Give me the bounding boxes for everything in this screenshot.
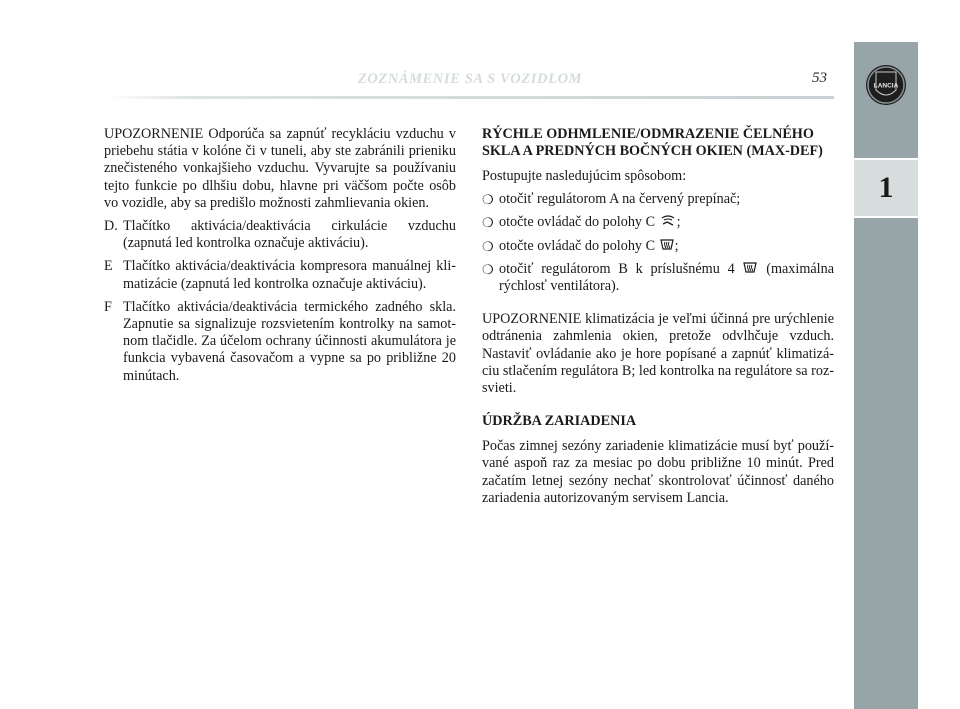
section-heading-defrost: RÝCHLE ODHMLENIE/ODMRAZENIE ČELNÉHO SKLA A PREDNÝCH BOČNÝCH OKIEN (MAX-DEF): [482, 126, 823, 159]
ac-warning: UPOZORNENIE klimatizácia je veľmi účinná pre urýchlenie odtránenia zahmlenia okien, pretože odvlhčuje vzduch. Nastaviť ovládanie ako je hore popísané a zapnúť klimatizáciu stlačením regulátora B; led kontrolka na regulátore sa rozsvieti.: [482, 311, 834, 397]
chapter-number-tab[interactable]: 1: [854, 160, 918, 216]
list-item-f: [104, 299, 456, 385]
windshield-defrost-icon: [743, 261, 757, 278]
bullet-icon: ❍: [482, 261, 494, 277]
bullet-text: otočte ovládač do polohy C: [499, 214, 659, 231]
item-key: F: [104, 298, 112, 315]
bullet-icon: ❍: [482, 238, 494, 254]
lancia-logo: [854, 42, 918, 128]
bullet-text: otočte ovládač do polohy C: [499, 237, 659, 254]
item-text: Tlačítko aktivácia/deaktivácia cirkulácie vzduchu (zapnutá led kontrolka označuje aktiváciu).: [123, 218, 456, 252]
right-column: [482, 126, 834, 507]
running-header-title: ZOZNÁMENIE SA S VOZIDLOM: [357, 71, 583, 87]
item-text: Tlačítko aktivácia/deaktivácia termického zadného skla. Zapnutie sa signalizuje rozsvietením kontrolky na samotnom tlačidle. Za účelom ochrany účinnosti akumulátora je funkcia vybavená časovačom a vypne sa po približne 20 minútach.: [123, 298, 456, 384]
maintenance-text: Počas zimnej sezóny zariadenie klimatizácie musí byť používané aspoň raz za mesiac po dobu približne 10 minút. Pred začatím letnej sezóny nechať skontrolovať účinnosť daného zariadenia autorizovaným servisem Lancia.: [482, 438, 834, 506]
windshield-defrost-icon: [660, 238, 674, 255]
chapter-sidebar: [854, 42, 918, 709]
list-item: [482, 238, 834, 255]
item-text: Tlačítko aktivácia/deaktivácia kompresora manuálnej klimatizácie (zapnutá led kontrolka označuje aktiváciu).: [123, 258, 456, 292]
item-key: E: [104, 258, 113, 275]
list-item: [482, 261, 834, 295]
left-column: [104, 126, 456, 385]
bullet-icon: ❍: [482, 192, 494, 208]
page-number: 53: [812, 70, 827, 86]
item-key: D.: [104, 218, 118, 235]
section-heading-maintenance: ÚDRŽBA ZARIADENIA: [482, 413, 637, 430]
tab-divider: [854, 216, 918, 218]
bullet-text-tail: ;: [676, 214, 681, 231]
list-item: [482, 191, 834, 208]
bullet-text-tail: (maximálna rýchlosť ventilátora).: [499, 260, 834, 295]
recirculation-warning: UPOZORNENIE Odporúča sa zapnúť recykláciu vzduchu v priebehu státia v kolóne či v tuneli, aby ste zabránili prieniku znečisteného vonkajšieho vzduchu. Vyvarujte sa používaniu tejto funkcie po dlhšiu dobu, hlavne pri väčšom počte osôb vo vozidle, aby sa predišlo možnosti zahmlievania okien.: [104, 126, 456, 211]
bullet-text: otočiť regulátorom A na červený prepínač;: [499, 191, 741, 208]
list-item: [482, 214, 834, 231]
bullet-text: otočiť regulátorom B k príslušnému 4: [499, 260, 743, 277]
bullet-text-tail: ;: [674, 237, 679, 254]
logo-lettering: LANCIA: [873, 82, 899, 90]
list-item-e: [104, 258, 456, 292]
bullet-icon: ❍: [482, 215, 494, 231]
header-rule: [104, 96, 834, 99]
list-item-d: [104, 218, 456, 252]
windshield-feet-icon: [660, 214, 676, 231]
section-intro: Postupujte nasledujúcim spôsobom:: [482, 168, 687, 184]
